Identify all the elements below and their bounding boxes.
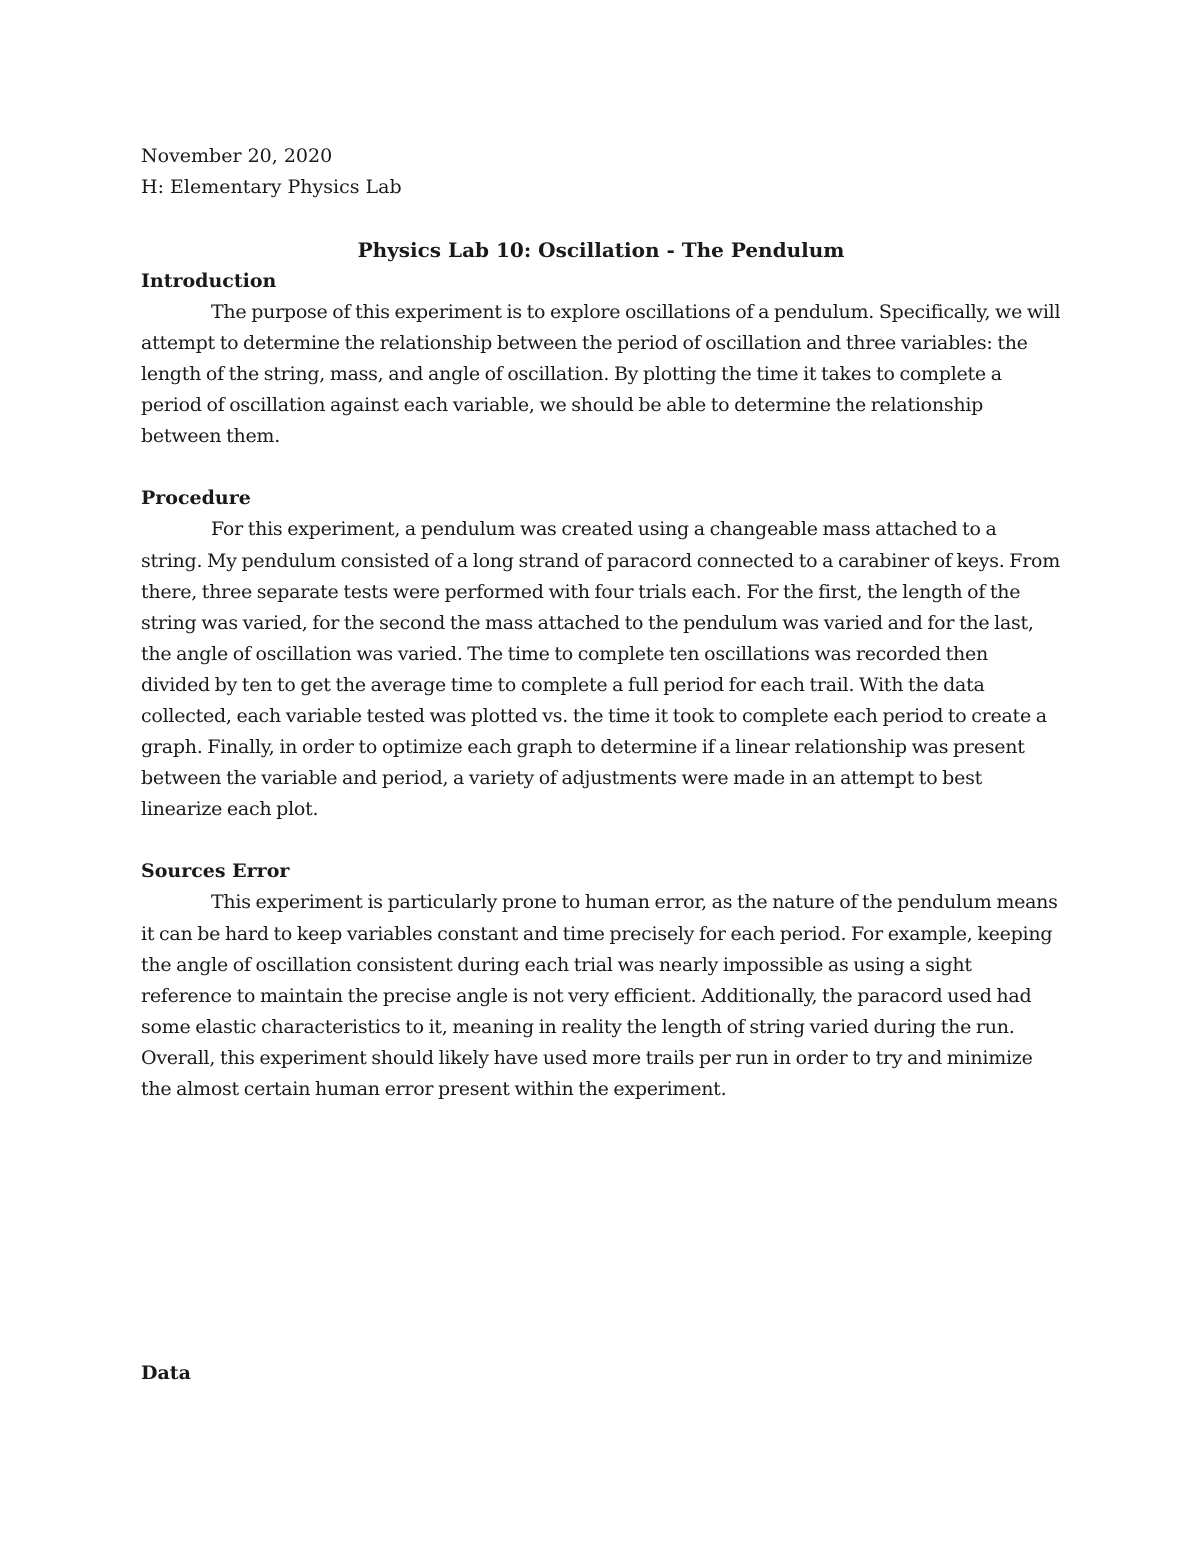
sources-error-heading: Sources Error	[141, 860, 290, 883]
procedure-heading: Procedure	[141, 487, 251, 510]
sources-error-body: This experiment is particularly prone to human error, as the nature of the pendulum means it can be hard to keep variables constant and time precisely for each period. For example, keeping the angle of oscillation consistent during each trial was nearly impossible as using a sight reference to maintain the precise angle is not very efficient. Additionally, the paracord used had some elastic characteristics to it, meaning in reality the length of string varied during the run. Overall, this experiment should likely have used more trails per run in order to try and minimize the almost certain human error present within the experiment.	[141, 891, 1058, 1100]
procedure-section	[141, 483, 1061, 825]
procedure-body: For this experiment, a pendulum was created using a changeable mass attached to a string. My pendulum consisted of a long strand of paracord connected to a carabiner of keys. From there, three separate tests were performed with four trials each. For the first, the length of the string was varied, for the second the mass attached to the pendulum was varied and for the last, the angle of oscillation was varied. The time to complete ten oscillations was recorded then divided by ten to get the average time to complete a full period for each trail. With the data collected, each variable tested was plotted vs. the time it took to complete each period to create a graph. Finally, in order to optimize each graph to determine if a linear relationship was present between the variable and period, a variety of adjustments were made in an attempt to best linearize each plot.	[141, 518, 1061, 821]
data-heading: Data	[141, 1362, 191, 1384]
introduction-heading: Introduction	[141, 270, 277, 292]
document-title: Physics Lab 10: Oscillation - The Pendulum	[357, 238, 845, 262]
document-date: November 20, 2020	[141, 145, 333, 167]
introduction-section	[141, 266, 1061, 452]
sources-error-section	[141, 856, 1061, 1105]
course-name: H: Elementary Physics Lab	[141, 176, 402, 198]
document-page	[141, 141, 1061, 1521]
introduction-body: The purpose of this experiment is to explore oscillations of a pendulum. Specifically, we will attempt to determine the relationship between the period of oscillation and three variables: the length of the string, mass, and angle of oscillation. By plotting the time it takes to complete a period of oscillation against each variable, we should be able to determine the relationship between them.	[141, 301, 1061, 448]
